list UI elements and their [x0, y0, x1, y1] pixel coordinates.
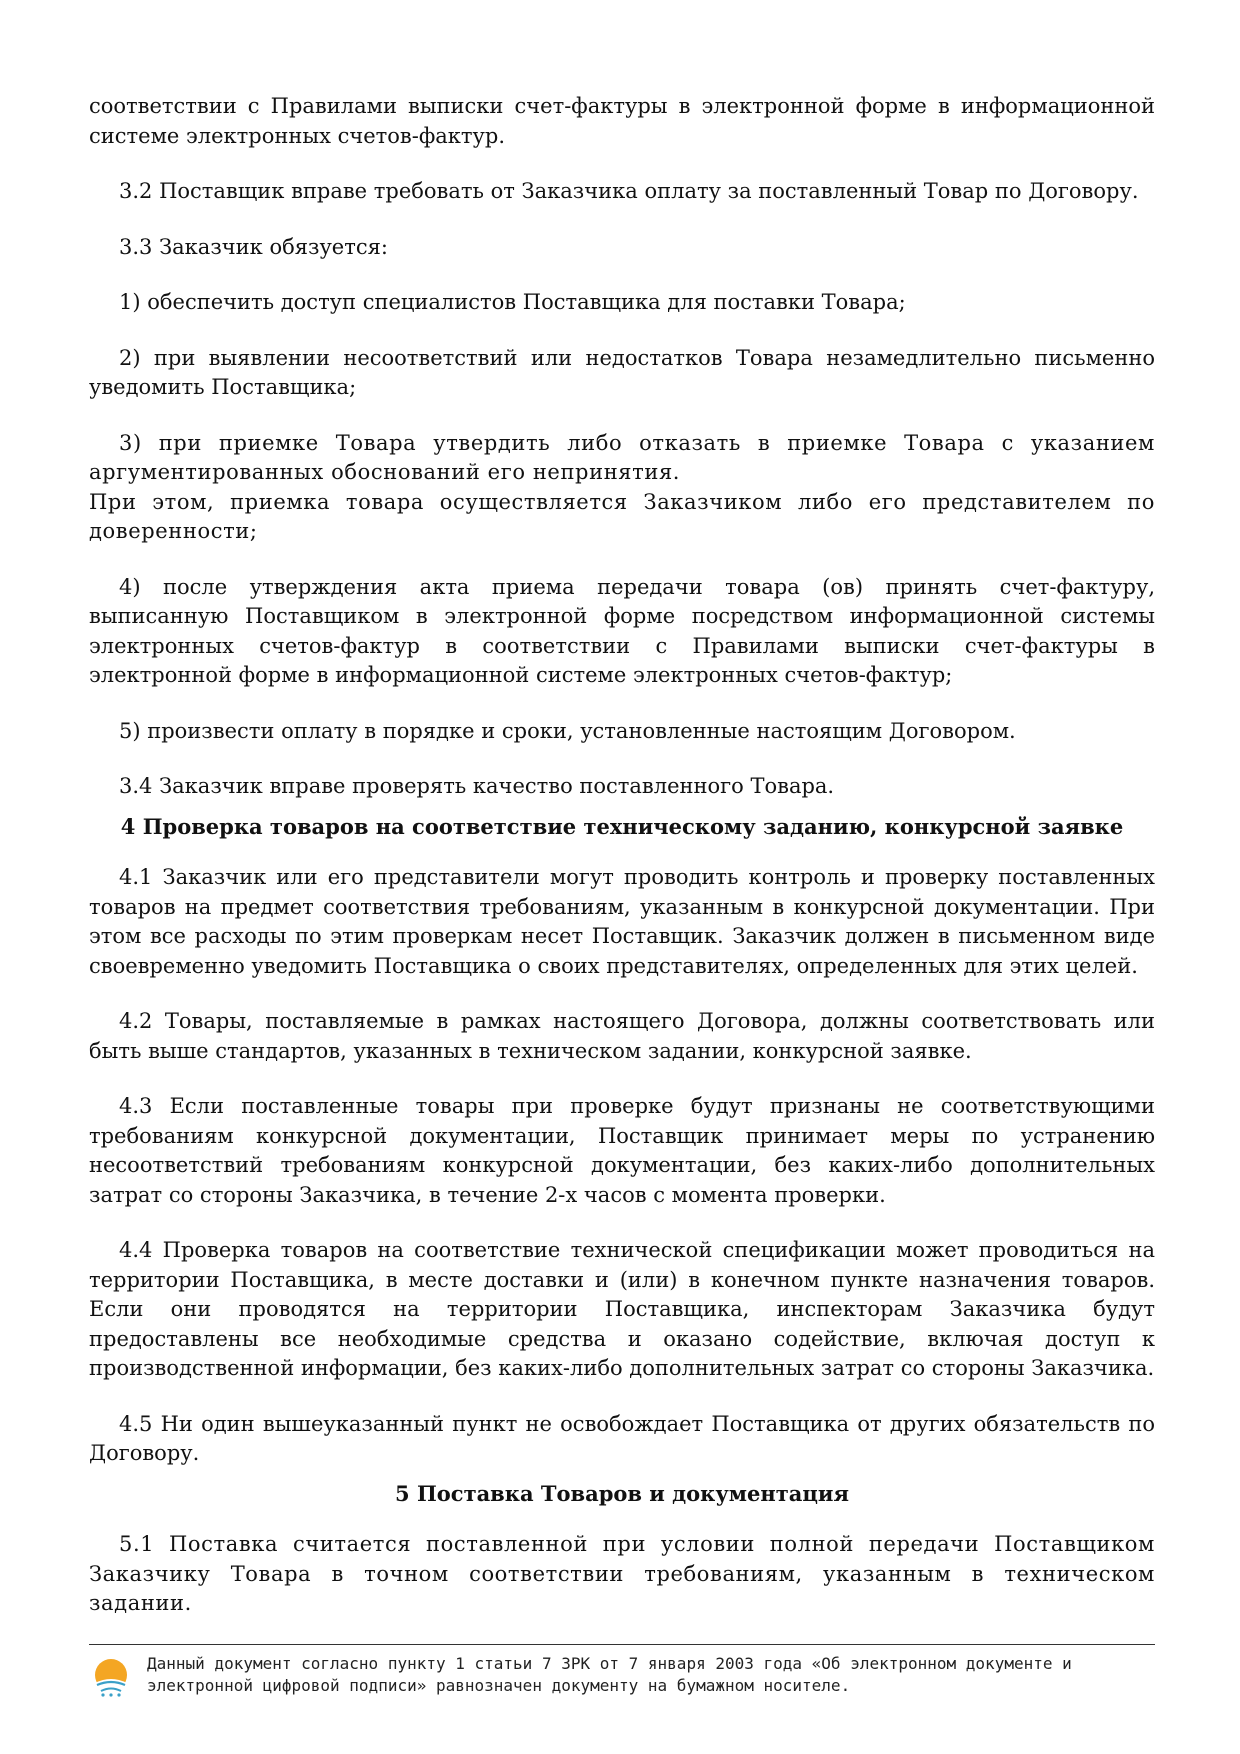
clause-4-2: 4.2 Товары, поставляемые в рамках настоящего Договора, должны соответствовать или быть выше стандартов, указанных в техническом задании, конкурсной заявке.: [89, 1009, 1155, 1063]
paragraph-continuation: соответствии с Правилами выписки счет-фактуры в электронной форме в информационной системе электронных счетов-фактур.: [89, 94, 1155, 148]
footer-notice: [147, 1653, 1072, 1697]
section-4-heading: 4 Проверка товаров на соответствие техническому заданию, конкурсной заявке: [120, 813, 1124, 839]
clause-3-3: 3.3 Заказчик обязуется:: [119, 234, 388, 259]
clause-4-3: 4.3 Если поставленные товары при проверке будут признаны не соответствующими требованиям конкурсной документации, Поставщик принимает меры по устранению несоответствий требованиям конкурсной документации, без каких-либо дополнительных затрат со стороны Заказчика, в течение 2-х часов с момента проверки.: [89, 1094, 1155, 1207]
clause-3-3-item-2: 2) при выявлении несоответствий или недостатков Товара незамедлительно письменно уведомить Поставщика;: [89, 345, 1155, 399]
clause-3-3-item-4: 4) после утверждения акта приема передачи товара (ов) принять счет-фактуру, выписанную Поставщиком в электронной форме посредством информационной системы электронных счетов-фактур в соответствии с Правилами выписки счет-фактуры в электронной форме в информационной системе электронных счетов-фактур;: [89, 574, 1155, 687]
clause-3-2: 3.2 Поставщик вправе требовать от Заказчика оплату за поставленный Товар по Договору.: [119, 179, 1139, 203]
egov-sun-logo-icon: [89, 1653, 137, 1701]
clause-3-3-item-3: 3) при приемке Товара утвердить либо отказать в приемке Товара с указанием аргументированных обоснований его непринятия.: [89, 430, 1155, 484]
section-5-heading: 5 Поставка Товаров и документация: [395, 1480, 849, 1506]
clause-4-1: 4.1 Заказчик или его представители могут проводить контроль и проверку поставленных товаров на предмет соответствия требованиям, указанным в конкурсной документации. При этом все расходы по этим проверкам несет Поставщик. Заказчик должен в письменном виде своевременно уведомить Поставщика о своих представителях, определенных для этих целей.: [89, 865, 1155, 978]
footer-notice-line-1: Данный документ согласно пункту 1 статьи 7 ЗРК от 7 января 2003 года «Об электронном документе и: [147, 1654, 1072, 1673]
clause-4-4: 4.4 Проверка товаров на соответствие технической спецификации может проводиться на территории Поставщика, в месте доставки и (или) в конечном пункте назначения товаров. Если они проводятся на территории Поставщика, инспекторам Заказчика будут предоставлены все необходимые средства и оказано содействие, включая доступ к производственной информации, без каких-либо дополнительных затрат со стороны Заказчика.: [89, 1238, 1155, 1380]
document-body: [89, 92, 1155, 1645]
clause-5-1: 5.1 Поставка считается поставленной при условии полной передачи Поставщиком Заказчику Товара в точном соответствии требованиям, указанным в техническом задании.: [89, 1532, 1155, 1615]
clause-3-3-item-5: 5) произвести оплату в порядке и сроки, установленные настоящим Договором.: [119, 718, 1016, 743]
clause-3-4: 3.4 Заказчик вправе проверять качество поставленного Товара.: [119, 774, 835, 798]
clause-3-3-item-3-continuation: При этом, приемка товара осуществляется Заказчиком либо его представителем по доверенности;: [89, 489, 1155, 543]
clause-4-5: 4.5 Ни один вышеуказанный пункт не освобождает Поставщика от других обязательств по Договору.: [89, 1411, 1155, 1465]
footer-notice-line-2: электронной цифровой подписи» равнозначен документу на бумажном носителе.: [147, 1676, 851, 1695]
clause-3-3-item-1: 1) обеспечить доступ специалистов Поставщика для поставки Товара;: [119, 290, 906, 314]
page-footer: [89, 1644, 1155, 1701]
